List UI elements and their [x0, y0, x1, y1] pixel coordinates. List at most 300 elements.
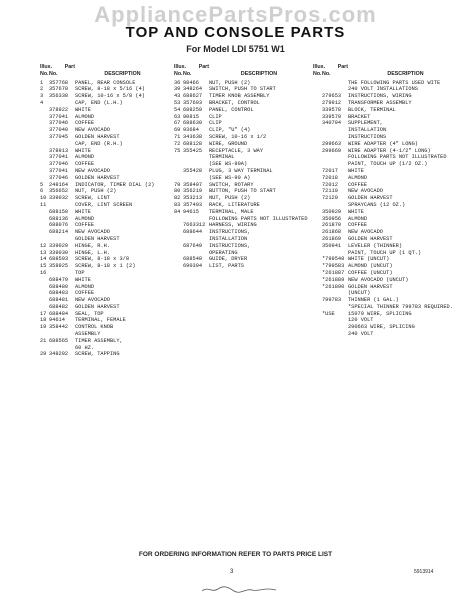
parts-row	[40, 345, 170, 352]
illus-number	[313, 107, 322, 114]
part-number	[183, 250, 209, 257]
illus-number: 10	[40, 195, 47, 202]
parts-row	[40, 304, 170, 311]
illus-number	[313, 141, 322, 148]
part-number: 339578	[322, 106, 342, 113]
illus-number	[40, 141, 49, 148]
part-number: 356219	[183, 188, 203, 195]
part-description: COFFEE	[75, 161, 95, 168]
part-description: COFFEE	[75, 290, 95, 297]
parts-row	[313, 236, 463, 243]
parts-row	[313, 182, 463, 189]
illus-number: 12	[40, 242, 47, 249]
parts-row	[313, 243, 463, 250]
ordering-note: FOR ORDERING INFORMATION REFER TO PARTS PRICE LIST	[138, 551, 333, 558]
illus-number	[313, 311, 322, 318]
parts-row	[313, 331, 463, 338]
part-description: (SEE WS-90 A)	[209, 174, 251, 181]
part-number: 688481	[49, 297, 69, 304]
parts-row	[40, 297, 170, 304]
part-description: OPERATING	[209, 249, 238, 256]
illus-number	[174, 263, 183, 270]
parts-row	[313, 120, 463, 127]
parts-row	[174, 263, 309, 270]
illus-number: 63	[174, 113, 181, 120]
parts-row	[40, 256, 170, 263]
part-number: 688593	[49, 256, 69, 263]
part-description: PAINT, TOUCH UP (1 QT.)	[348, 249, 422, 256]
illus-number: 43	[174, 93, 181, 100]
part-description: TIMER KNOB ASSEMBLY	[209, 93, 270, 100]
parts-row	[40, 222, 170, 229]
part-number	[322, 290, 348, 297]
part-description: 60 HZ.	[75, 344, 95, 351]
part-description: NUT, PUSH (2)	[209, 195, 251, 202]
part-description: LEVELER (THINNER)	[348, 242, 403, 249]
parts-row	[313, 148, 463, 155]
part-description: INSTALLATION	[348, 127, 387, 134]
illus-number	[313, 256, 322, 263]
part-number: 299669	[322, 147, 342, 154]
part-number: 348292	[49, 351, 69, 358]
part-description: INSTALLATION	[209, 235, 248, 242]
part-description: TERMINAL, FEMALE	[75, 317, 126, 324]
part-description: HINGE, L.H.	[75, 249, 110, 256]
illus-number	[313, 148, 322, 155]
part-number: 377040	[49, 127, 69, 134]
part-number	[183, 216, 209, 223]
parts-row	[313, 107, 463, 114]
part-number: 299663	[322, 140, 342, 147]
part-description: ALMOND	[75, 113, 95, 120]
part-number: 357768	[49, 79, 69, 86]
parts-row	[313, 100, 463, 107]
parts-row	[174, 182, 309, 189]
part-number: 688479	[49, 276, 69, 283]
part-description: FOLLOWING PARTS NOT ILLUSTRATED	[209, 215, 308, 222]
header-part-no: No.	[183, 70, 192, 77]
part-description: 290663 WIRE, SPLICING	[348, 324, 415, 331]
part-description: SCREW, 10-16 x 5/8 (4)	[75, 93, 145, 100]
illus-number	[174, 154, 183, 161]
illus-number	[40, 229, 49, 236]
part-number: 261869	[322, 235, 342, 242]
part-number: 377046	[49, 161, 69, 168]
part-description: PLUG, 3 WAY TERMINAL	[209, 167, 273, 174]
parts-row	[40, 331, 170, 338]
illus-number: 11	[40, 201, 47, 208]
part-description: 240 VOLT	[348, 331, 374, 338]
illus-number	[313, 182, 322, 189]
illus-number	[313, 175, 322, 182]
part-description: GOLDEN HARVEST	[75, 303, 120, 310]
part-description: SWITCH, ROTARY	[209, 181, 254, 188]
parts-row	[313, 161, 463, 168]
illus-number: 17	[40, 310, 47, 317]
illus-number	[40, 148, 49, 155]
illus-number	[40, 127, 49, 134]
illus-number: 5	[40, 181, 44, 188]
header-part: Part	[64, 64, 75, 70]
part-description: INSTRUCTIONS,	[209, 242, 251, 249]
illus-number	[174, 250, 183, 257]
parts-row	[313, 290, 463, 297]
part-description: ALMOND	[348, 174, 368, 181]
column-header	[313, 71, 463, 78]
part-number: 339032	[49, 195, 69, 202]
part-number: 350956	[322, 215, 342, 222]
part-number	[183, 236, 209, 243]
part-description: TRANSFORMER ASSEMBLY	[348, 99, 412, 106]
part-description: BLOCK, TERMINAL	[348, 106, 396, 113]
parts-row	[40, 120, 170, 127]
part-number: *261890	[322, 283, 345, 290]
part-description: *SPECIAL THINNER 799783 REQUIRED.	[348, 303, 453, 310]
illus-number: 6	[40, 188, 44, 195]
part-number: 355425	[183, 147, 203, 154]
part-number: 377041	[49, 167, 69, 174]
parts-row	[313, 80, 463, 87]
parts-row	[40, 209, 170, 216]
part-number: 248164	[49, 181, 69, 188]
part-description: PANEL, CONTROL	[209, 106, 254, 113]
part-number: *261889	[322, 276, 345, 283]
illus-number: 67	[174, 120, 181, 127]
part-description: ALMOND	[75, 283, 95, 290]
column-header-top	[313, 64, 463, 71]
illus-number: 53	[174, 99, 181, 106]
part-number: 688630	[183, 120, 203, 127]
header-description: DESCRIPTION	[104, 70, 141, 77]
part-description: NEW AVOCADO	[348, 188, 383, 195]
part-number: 688128	[183, 140, 203, 147]
part-number	[322, 250, 348, 257]
part-number: 377041	[49, 113, 69, 120]
part-description: TIMER ASSEMBLY,	[75, 337, 123, 344]
column-header-top	[40, 64, 170, 71]
parts-row	[313, 127, 463, 134]
column-header	[174, 71, 309, 78]
illus-number	[313, 188, 322, 195]
part-number: 350929	[322, 208, 342, 215]
header-part-no: No.	[49, 70, 58, 77]
illus-number	[40, 277, 49, 284]
part-description: TOP	[75, 269, 85, 276]
part-number: 377046	[49, 120, 69, 127]
parts-row	[313, 114, 463, 121]
part-number: *261887	[322, 269, 345, 276]
signature-scribble-icon	[200, 584, 280, 594]
illus-number	[40, 290, 49, 297]
illus-number: 80	[174, 188, 181, 195]
illus-number	[313, 154, 322, 161]
part-number: 378922	[49, 106, 69, 113]
part-description: THINNER (1 GAL.)	[348, 297, 399, 304]
part-description: NEW AVOCADO	[75, 297, 110, 304]
parts-list-1	[40, 80, 170, 359]
illus-number: 71	[174, 133, 181, 140]
part-description: CONTROL KNOB	[75, 324, 114, 331]
illus-number	[40, 284, 49, 291]
header-description: DESCRIPTION	[387, 70, 424, 77]
parts-row	[40, 134, 170, 141]
illus-number	[40, 114, 49, 121]
part-number: 357693	[183, 99, 203, 106]
part-number	[49, 202, 75, 209]
page-title: TOP AND CONSOLE PARTS	[125, 24, 346, 41]
part-number: 688259	[183, 106, 203, 113]
part-description: INDICATOR, TIMER DIAL (2)	[75, 181, 155, 188]
part-description: COFFEE (UNCUT)	[348, 269, 393, 276]
illus-number	[40, 297, 49, 304]
model-subtitle: For Model LDI 5751 W1	[186, 44, 285, 54]
part-description: SUPPLEMENT,	[348, 120, 383, 127]
part-number	[322, 134, 348, 141]
part-number	[322, 331, 348, 338]
part-description: HARNESS, WIRING	[209, 222, 257, 229]
part-number: 377046	[49, 174, 69, 181]
illus-number	[40, 120, 49, 127]
parts-row	[313, 141, 463, 148]
part-number	[322, 202, 348, 209]
parts-row	[174, 216, 309, 223]
part-description: WHITE	[75, 106, 91, 113]
illus-number: 2	[40, 86, 44, 93]
illus-number	[40, 345, 49, 352]
part-description: CLIP	[209, 120, 222, 127]
part-description: PANEL, REAR CONSOLE	[75, 79, 136, 86]
parts-row	[313, 229, 463, 236]
part-number: 350941	[322, 242, 342, 249]
part-number: *799548	[322, 256, 345, 263]
illus-number: 3	[40, 93, 44, 100]
illus-number	[313, 243, 322, 250]
part-description: COFFEE	[75, 222, 95, 229]
part-description: ASSEMBLY	[75, 331, 101, 338]
parts-row	[40, 243, 170, 250]
part-number	[49, 141, 75, 148]
part-number: 377041	[49, 154, 69, 161]
parts-row	[40, 270, 170, 277]
part-description: SCREW, 10-16 x 1/2	[209, 133, 267, 140]
parts-row	[40, 175, 170, 182]
part-number: 688484	[49, 310, 69, 317]
part-number	[49, 270, 75, 277]
parts-row	[40, 154, 170, 161]
part-number	[183, 175, 209, 182]
illus-number	[174, 256, 183, 263]
part-number: 261870	[322, 222, 342, 229]
part-description: RECEPTACLE, 3 WAY	[209, 147, 264, 154]
part-description: WIRE ADAPTER (4-1/2" LONG)	[348, 147, 431, 154]
parts-row	[313, 324, 463, 331]
part-number	[322, 324, 348, 331]
part-number: 690394	[183, 263, 203, 270]
part-description: INSTRUCTIONS, WIRING	[348, 93, 412, 100]
part-number: 279912	[322, 99, 342, 106]
illus-number	[313, 202, 322, 209]
part-number	[183, 161, 209, 168]
part-number: 377045	[49, 133, 69, 140]
illus-number: 14	[40, 256, 47, 263]
part-description: CLIP, "U" (4)	[209, 127, 251, 134]
part-description: GOLDEN HARVEST	[75, 133, 120, 140]
part-description: GUIDE, DRYER	[209, 256, 248, 263]
parts-row	[174, 229, 309, 236]
part-number: 72018	[322, 174, 338, 181]
part-number: 353213	[183, 195, 203, 202]
part-description: ALMOND	[348, 215, 368, 222]
part-description: CAP, END (L.H.)	[75, 99, 123, 106]
parts-row	[313, 134, 463, 141]
parts-row	[313, 168, 463, 175]
parts-column-2	[174, 64, 309, 270]
part-number	[322, 317, 348, 324]
part-description: TERMINAL, MALE	[209, 208, 254, 215]
illus-number: 84	[174, 208, 181, 215]
parts-row	[174, 195, 309, 202]
illus-number: 69	[174, 127, 181, 134]
part-description: WHITE	[348, 208, 364, 215]
parts-row	[313, 202, 463, 209]
part-number: 687649	[183, 242, 203, 249]
part-number: 688214	[49, 229, 69, 236]
part-number: 7663312	[183, 222, 206, 229]
illus-number	[313, 100, 322, 107]
part-description: PAINT, TOUCH UP (1/2 OZ.)	[348, 161, 428, 168]
column-header-top	[174, 64, 309, 71]
illus-number	[313, 236, 322, 243]
part-description: (SEE WS-90A)	[209, 161, 248, 168]
illus-number	[40, 331, 49, 338]
illus-number: 75	[174, 147, 181, 154]
part-number: 340794	[322, 120, 342, 127]
header-no: No.	[174, 70, 183, 77]
parts-row	[40, 182, 170, 189]
part-description: BRACKET, CONTROL	[209, 99, 260, 106]
parts-row	[40, 202, 170, 209]
part-description: WHITE	[75, 276, 91, 283]
document-code: 5913914	[414, 569, 434, 575]
parts-row	[174, 107, 309, 114]
parts-row	[174, 188, 309, 195]
part-description: NEW AVOCADO	[75, 167, 110, 174]
parts-list-3	[313, 80, 463, 338]
part-number: 358497	[183, 181, 203, 188]
part-number: 93684	[183, 127, 199, 134]
illus-number	[40, 107, 49, 114]
illus-number	[313, 304, 322, 311]
header-illus: Illus.	[40, 64, 53, 70]
parts-row	[174, 127, 309, 134]
illus-number: 4	[40, 99, 44, 106]
part-number: 688136	[49, 215, 69, 222]
parts-row	[313, 297, 463, 304]
illus-number	[313, 120, 322, 127]
illus-number	[40, 154, 49, 161]
parts-row	[174, 93, 309, 100]
parts-row	[40, 229, 170, 236]
illus-number	[313, 324, 322, 331]
parts-row	[313, 86, 463, 93]
part-description: GOLDEN HARVEST	[75, 235, 120, 242]
part-number	[183, 154, 209, 161]
part-description: COFFEE	[348, 222, 368, 229]
parts-row	[313, 284, 463, 291]
part-number: 279653	[322, 93, 342, 100]
part-description: GOLDEN HARVEST	[348, 195, 393, 202]
part-description: SCREW, TAPPING	[75, 351, 120, 358]
part-description: 15079 WIRE, SPLICING	[348, 310, 412, 317]
part-number: 688644	[183, 229, 203, 236]
illus-number	[40, 161, 49, 168]
part-description: WHITE	[75, 208, 91, 215]
part-number	[322, 304, 348, 311]
parts-row	[40, 107, 170, 114]
part-description: COFFEE	[348, 181, 368, 188]
header-no: No.	[40, 70, 49, 77]
part-description: 120 VOLT	[348, 317, 374, 324]
part-number	[322, 86, 348, 93]
illus-number	[313, 263, 322, 270]
part-description: CLIP	[209, 113, 222, 120]
illus-number: 15	[40, 263, 47, 270]
part-number: 339579	[322, 113, 342, 120]
parts-row	[313, 154, 463, 161]
illus-number: 54	[174, 106, 181, 113]
illus-number	[313, 222, 322, 229]
header-part: Part	[337, 64, 348, 70]
header-part-no: No.	[322, 70, 331, 77]
part-number	[49, 100, 75, 107]
parts-row	[174, 134, 309, 141]
parts-row	[313, 277, 463, 284]
illus-number: 16	[40, 269, 47, 276]
parts-row	[40, 127, 170, 134]
illus-number: 19	[40, 324, 47, 331]
parts-row	[40, 338, 170, 345]
illus-number	[40, 168, 49, 175]
parts-row	[174, 161, 309, 168]
parts-row	[40, 311, 170, 318]
part-description: WHITE	[75, 147, 91, 154]
part-description: ALMOND (UNCUT)	[348, 263, 393, 270]
illus-number	[313, 284, 322, 291]
illus-number: 83	[174, 201, 181, 208]
part-number: 688565	[49, 337, 69, 344]
illus-number	[174, 175, 183, 182]
illus-number	[313, 168, 322, 175]
illus-number	[40, 222, 49, 229]
parts-row	[174, 243, 309, 250]
illus-number: 1	[40, 79, 44, 86]
parts-row	[313, 311, 463, 318]
part-description: (UNCUT)	[348, 290, 371, 297]
parts-row	[40, 114, 170, 121]
part-description: COFFEE	[75, 120, 95, 127]
illus-number	[313, 297, 322, 304]
illus-number: 72	[174, 140, 181, 147]
illus-number: 39	[174, 86, 181, 93]
parts-row	[174, 100, 309, 107]
part-number: 688480	[49, 283, 69, 290]
parts-row	[40, 161, 170, 168]
part-number	[49, 331, 75, 338]
part-description: NEW AVOCADO	[75, 229, 110, 236]
part-number: 378913	[49, 147, 69, 154]
part-number: 688150	[49, 208, 69, 215]
part-description: ALMOND	[75, 215, 95, 222]
